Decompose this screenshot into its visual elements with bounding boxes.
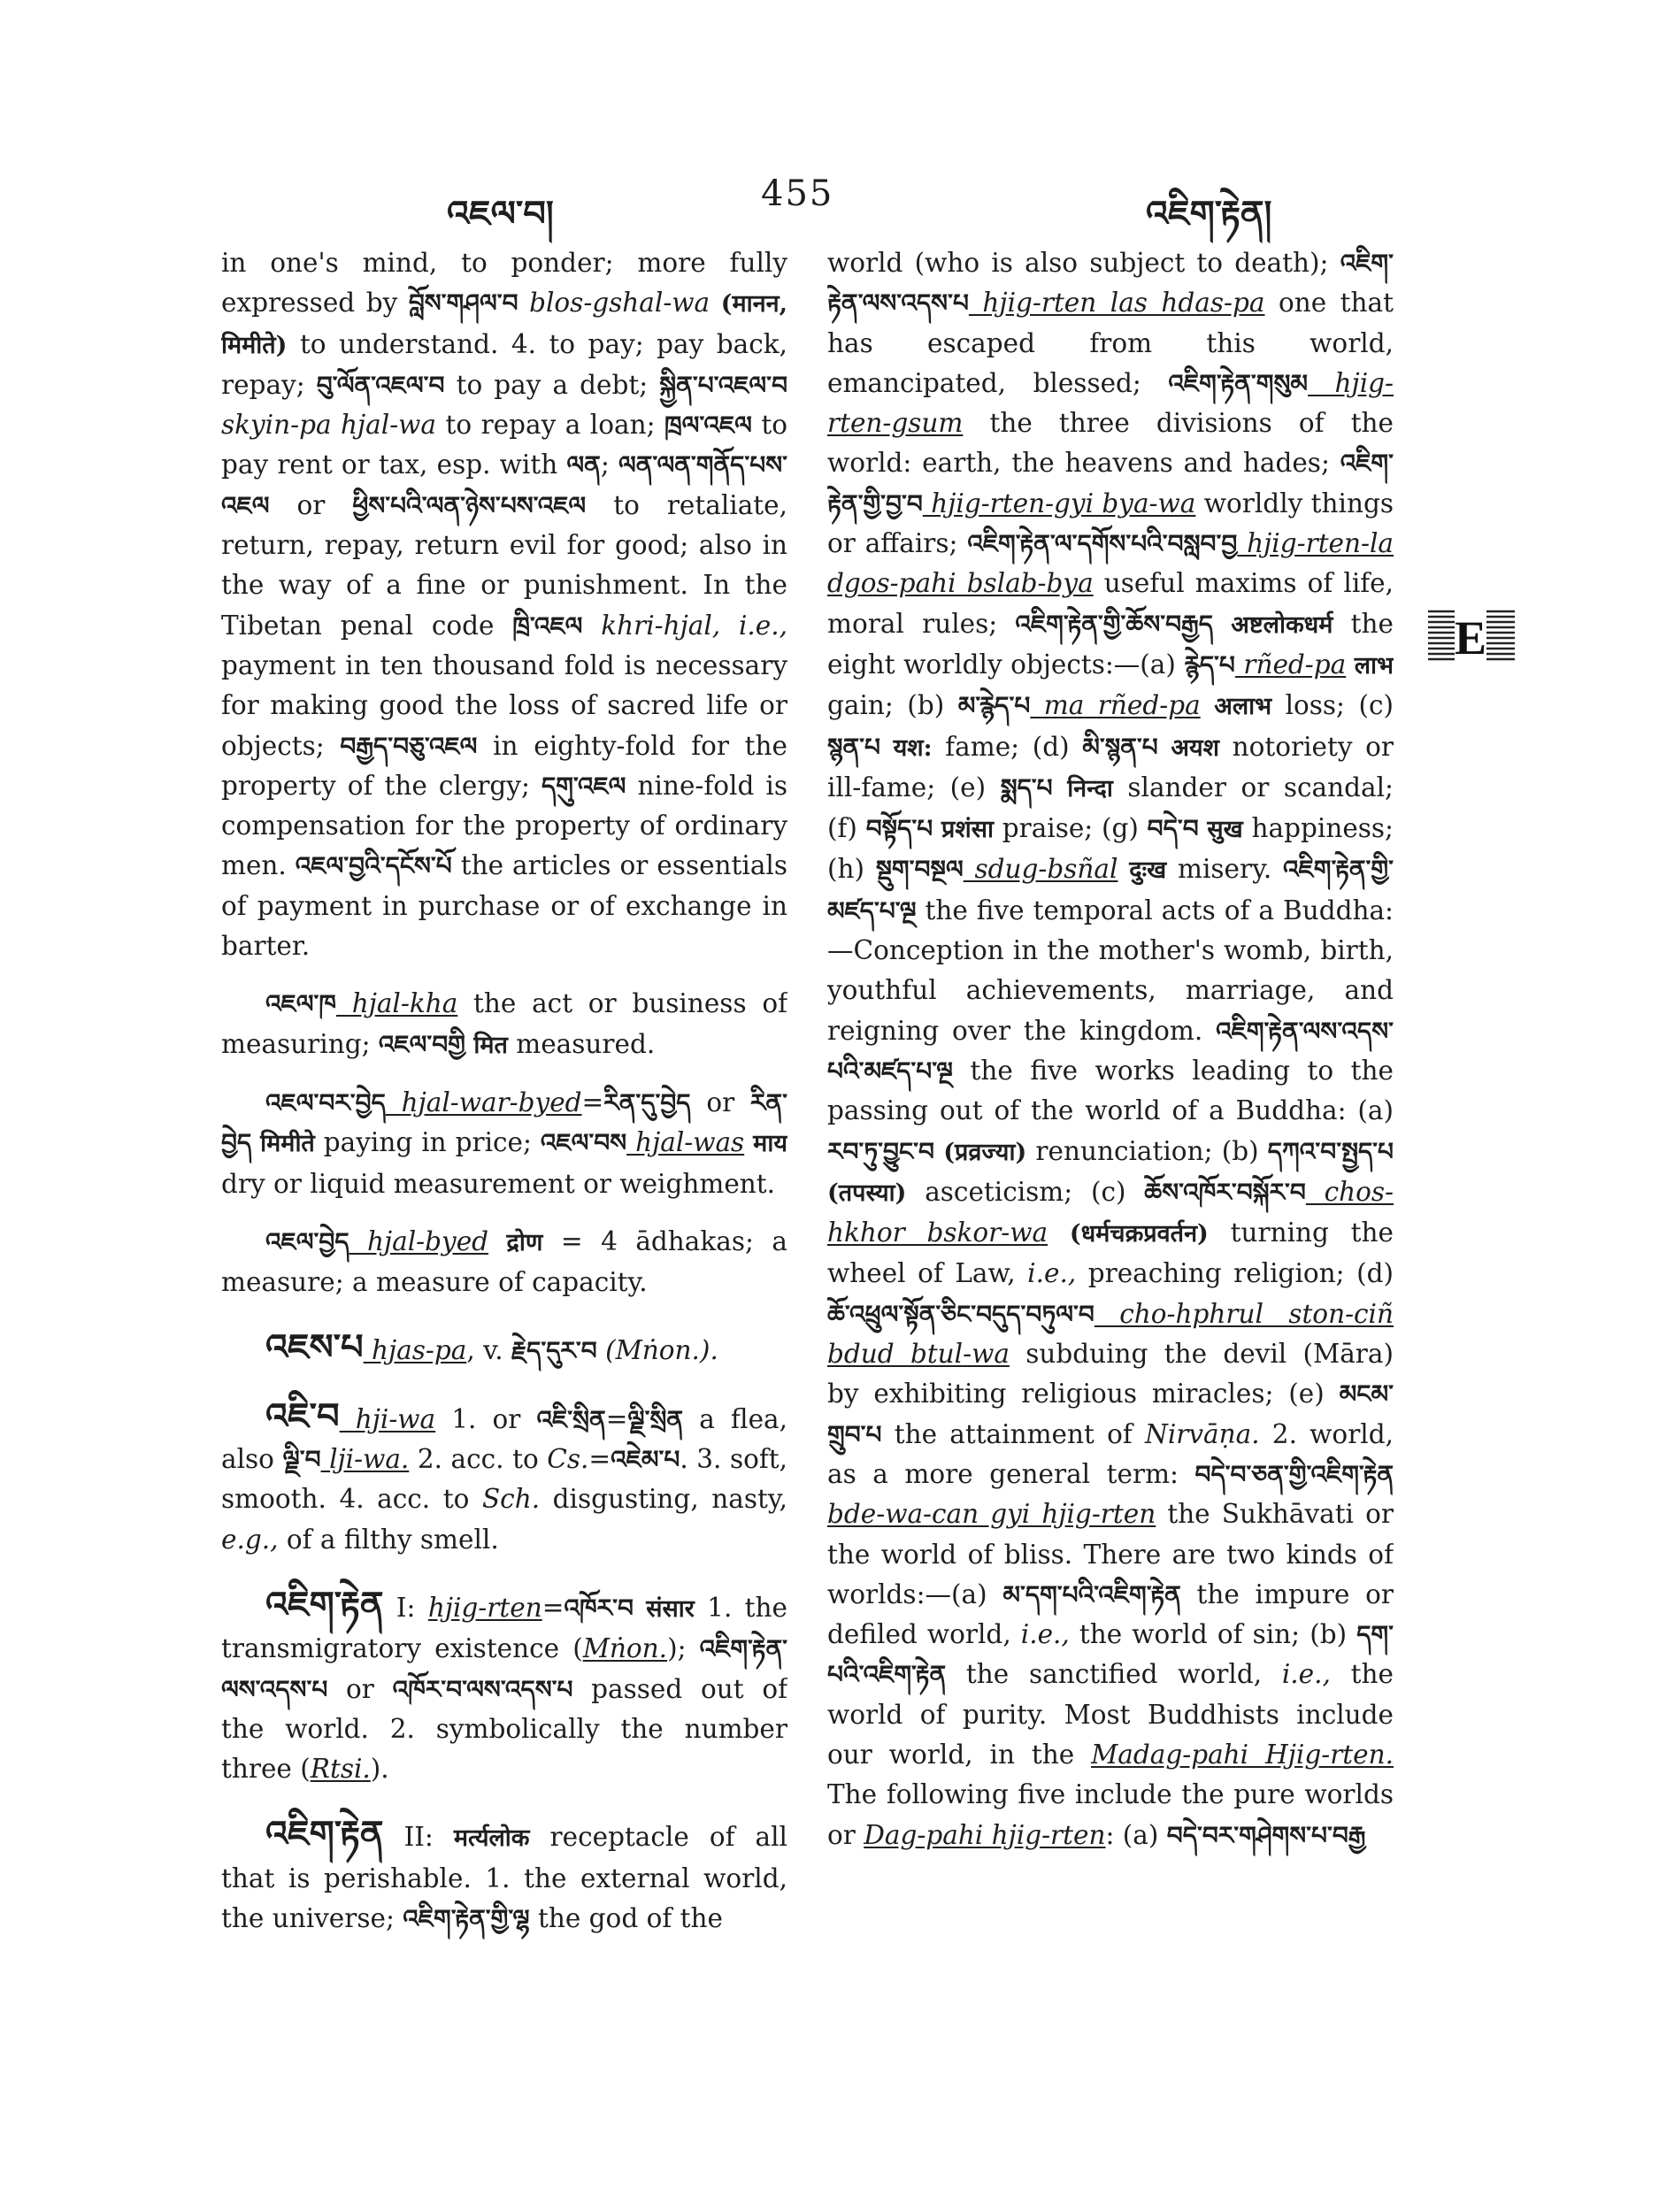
page-header <box>0 173 1659 234</box>
header-left-word: འཇལ་བ། <box>447 193 554 234</box>
left-column <box>221 243 787 2084</box>
thumb-index-letter: E <box>1454 611 1487 664</box>
entry-continuation: in one's mind, to ponder; more fully expressed by བློས་གཤལ་བ blos-gshal-wa (मानन, मिमीते) to understand. 4. to pay; pay back, repay; བུ་ལོན་འཇལ་བ to pay a debt; སྐྱིན་པ་འཇལ་བ skyin-pa hjal-wa to repay a loan; ཁྲལ་འཇལ to pay rent or tax, esp. with ལན; ལན་ལན་གནོད་པས་འཇལ or ཕྱིས་པའི་ལན་ཉེས་པས་འཇལ to retaliate, return, repay, return evil for good; also in the way of a fine or punishment. In the Tibetan penal code ཁྲི་འཇལ khri-hjal, i.e., payment in ten thousand fold is necessary for making good the loss of sacred life or objects; བརྒྱད་བཅུ་འཇལ in eighty-fold for the property of the clergy; དགུ་འཇལ nine-fold is compensation for the property of ordinary men. འཇལ་བྱའི་དངོས་པོ the articles or essentials of payment in purchase or of exchange in barter. <box>221 248 787 962</box>
page-number: 455 <box>761 173 834 214</box>
entry-hjas-pa: འཇས་པ hjas-pa, v. རྗེད་དུར་བ (Mṅon.). <box>265 1326 718 1369</box>
entry-hjig-rten-i: འཇིག་རྟེན I: hjig-rten=འཁོར་བ संसार 1. the transmigratory existence (Mṅon.); འཇིག་རྟེན་ལས་འདས་པ or འཁོར་བ་ལས་འདས་པ passed out of the world. 2. symbolically the number three (Rtsi.). <box>221 1583 787 1785</box>
entry-hjig-rten-ii: འཇིག་རྟེན II: मर्त्यलोक receptacle of all that is perishable. 1. the external world, the universe; འཇིག་རྟེན་གྱི་ལྷ the god of the <box>221 1813 787 1933</box>
right-column <box>827 243 1394 2084</box>
header-right-word: འཇིག་རྟེན། <box>1146 193 1272 234</box>
entry-hjal-kha: འཇལ་ཁ hjal-kha the act or business of measuring; འཇལ་བགྱི मित measured. <box>221 988 787 1059</box>
entry-hjig-rten-continuation: world (who is also subject to death); འཇིག་རྟེན་ལས་འདས་པ hjig-rten las hdas-pa one that has escaped from this world, emancipated, blessed; འཇིག་རྟེན་གསུམ hjig-rten-gsum the three divisions of the world: earth, the heavens and hades; འཇིག་རྟེན་གྱི་བྱ་བ hjig-rten-gyi bya-wa worldly things or affairs; འཇིག་རྟེན་ལ་དགོས་པའི་བསླབ་བྱ hjig-rten-la dgos-pahi bslab-bya useful maxims of life, moral rules; འཇིག་རྟེན་གྱི་ཆོས་བརྒྱད अष्टलोकधर्म the eight worldly objects:—(a) རྙེད་པ rñed-pa लाभ gain; (b) མ་རྙེད་པ ma rñed-pa अलाभ loss; (c) སྙན་པ यश: fame; (d) མི་སྙན་པ अयश notoriety or ill-fame; (e) སྨད་པ निन्दा slander or scandal; (f) བསྟོད་པ प्रशंसा praise; (g) བདེ་བ सुख happiness; (h) སྡུག་བསྔལ sdug-bsñal दुःख misery. འཇིག་རྟེན་གྱི་མཛད་པ་ལྔ the five temporal acts of a Buddha:—Conception in the mother's womb, birth, youthful achievements, marriage, and reigning over the kingdom. འཇིག་རྟེན་ལས་འདས་པའི་མཛད་པ་ལྔ the five works leading to the passing out of the world of a Buddha: (a) རབ་ཏུ་བྱུང་བ (प्रव्रज्या) renunciation; (b) དཀའ་བ་སྤྱད་པ (तपस्या) asceticism; (c) ཆོས་འཁོར་བསྐོར་བ chos-hkhor bskor-wa (धर्मचक्रप्रवर्तन) turning the wheel of Law, i.e., preaching religion; (d) ཆོ་འཕྲུལ་སྟོན་ཅིང་བདུད་བཏུལ་བ cho-hphrul ston-ciñ bdud btul-wa subduing the devil (Māra) by exhibiting religious miracles; (e) མངམ་གྲུབ་པ the attainment of Nirvāṇa. 2. world, as a more general term: བདེ་བ་ཅན་གྱི་འཇིག་རྟེན bde-wa-can gyi hjig-rten the Sukhāvati or the world of bliss. There are two kinds of worlds:—(a) མ་དག་པའི་འཇིག་རྟེན the impure or defiled world, i.e., the world of sin; (b) དག་པའི་འཇིག་རྟེན the sanctified world, i.e., the world of purity. Most Buddhists include our world, in the Madag-pahi Hjig-rten. The following five include the pure worlds or Dag-pahi hjig-rten: (a) བདེ་བར་གཤེགས་པ་བརྒྱ <box>827 248 1394 1850</box>
entry-hjal-war-byed: འཇལ་བར་བྱེད hjal-war-byed=རིན་དུ་བྱེད or རིན་བྱེད मिमीते paying in price; འཇལ་བས hjal-was माय dry or liquid measurement or weighment. <box>221 1087 787 1199</box>
thumb-index-tab <box>1426 604 1517 666</box>
entry-hji-wa: འཇི་བ hji-wa 1. or འཇི་སྲིན=ལྗི་སྲིན a flea, also ལྗི་བ lji-wa. 2. acc. to Cs.=འཇེམ་པ. 3. soft, smooth. 4. acc. to Sch. disgusting, nasty, e.g., of a filthy smell. <box>221 1394 787 1555</box>
entry-hjal-byed: འཇལ་བྱེད hjal-byed द्रोण = 4 ādhakas; a measure; a measure of capacity. <box>221 1225 787 1298</box>
